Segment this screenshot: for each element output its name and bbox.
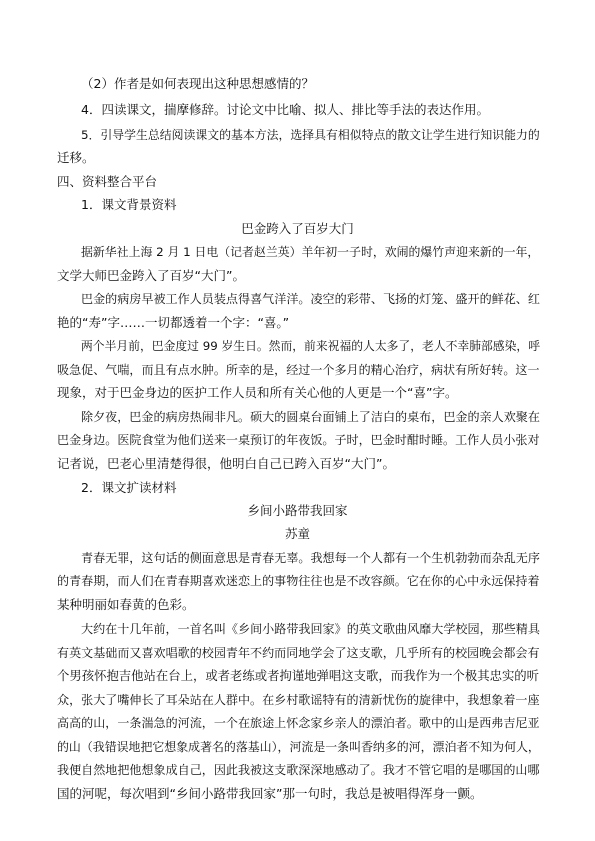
article-1-title: 巴金跨入了百岁大门 [241, 221, 354, 236]
article-2-title: 乡间小路带我回家 [247, 503, 348, 518]
article-2-paragraph-2-line: 有英文基础而又喜欢唱歌的校园青年不约而同地学会了这支歌，几乎所有的校园晚会都会有 [57, 646, 540, 660]
article-1-paragraph-1-line: 文学大师巴金跨入了百岁“大门”。 [57, 268, 245, 283]
article-1-paragraph-2-line: 巴金的病房早被工作人员装点得喜气洋洋。凌空的彩带、飞扬的灯笼、盛开的鲜花、红 [81, 292, 540, 306]
subsection-2-heading: 2．课文扩读材料 [81, 480, 177, 495]
article-1-paragraph-4-line: 巴金身边。医院食堂为他们送来一桌预订的年夜饭。子时，巴金时酣时睡。工作人员小张对 [57, 433, 540, 447]
article-2-paragraph-2-line: 的山（我错误地把它想象成著名的落基山），河流是一条叫香纳多的河，漂泊者不知为何人， [57, 740, 540, 754]
article-2-paragraph-2-line: 大约在十几年前，一首名叫《乡间小路带我回家》的英文歌曲风靡大学校园，那些精具 [81, 622, 540, 636]
question-2: （2）作者是如何表现出这种思想感情的？ [81, 76, 314, 91]
step-4: 4．四读课文，揣摩修辞。讨论文中比喻、拟人、排比等手法的表达作用。 [81, 102, 489, 117]
article-1-paragraph-3-line: 现象，对于巴金身边的医护工作人员和所有关心他的人更是一个“喜”字。 [57, 385, 458, 400]
article-1-paragraph-1-line: 据新华社上海 2 月 1 日电（记者赵兰英）羊年初一子时，欢闹的爆竹声迎来新的一年， [81, 245, 540, 259]
article-1-paragraph-3-line: 吸急促、气喘，而且有点水肿。所幸的是，经过一个多月的精心治疗，病状有所好转。这一 [57, 363, 540, 377]
article-2-paragraph-2-line: 国的河呢，每次唱到“乡间小路带我回家”那一句时，我总是被唱得浑身一颤。 [57, 786, 483, 801]
article-2-paragraph-1-line: 的青春期，而人们在青春期喜欢迷恋上的事物往往也是不改容颜。它在你的心中永远保持着 [57, 574, 540, 588]
article-2-paragraph-1-line: 青春无罪，这句话的侧面意思是青春无辜。我想每一个人都有一个生机勃勃而杂乱无序 [81, 551, 540, 565]
article-2-paragraph-1-line: 某种明丽如春黄的色彩。 [57, 597, 195, 612]
article-1-paragraph-2-line: 艳的“寿”字……一切都透着一个字：“喜。” [57, 315, 290, 330]
section-4-heading: 四、资料整合平台 [57, 174, 158, 189]
article-2-paragraph-2-line: 我便自然地把他想象成自己，因此我被这支歌深深地感动了。我才不管它唱的是哪国的山哪 [57, 763, 540, 777]
article-2-paragraph-2-line: 个男孩怀抱吉他站在台上，或者老练或者拘谨地弹唱这支歌，而我作为一个极其忠实的听 [57, 669, 540, 683]
article-1-paragraph-4-line: 记者说，巴老心里清楚得很，他明白自己已跨入百岁“大门”。 [57, 456, 395, 471]
article-2-author: 苏童 [284, 526, 310, 541]
step-5-line-2: 迁移。 [57, 150, 95, 165]
subsection-1-heading: 1．课文背景资料 [81, 197, 177, 212]
article-1-paragraph-3-line: 两个半月前，巴金度过 99 岁生日。然而，前来祝福的人太多了，老人不幸肺部感染，呼 [81, 339, 540, 353]
step-5-line-1: 5．引导学生总结阅读课文的基本方法，选择具有相似特点的散文让学生进行知识能力的 [81, 128, 540, 142]
article-2-paragraph-2-line: 高高的山，一条湍急的河流，一个在旅途上怀念家乡亲人的漂泊者。歌中的山是西弗吉尼亚 [57, 716, 540, 730]
article-1-paragraph-4-line: 除夕夜，巴金的病房热闹非凡。硕大的圆桌台面铺上了洁白的桌布，巴金的亲人欢聚在 [81, 410, 540, 424]
article-2-paragraph-2-line: 众，张大了嘴伸长了耳朵站在人群中。在乡村歌谣特有的清新忧伤的旋律中，我想象着一座 [57, 693, 540, 707]
